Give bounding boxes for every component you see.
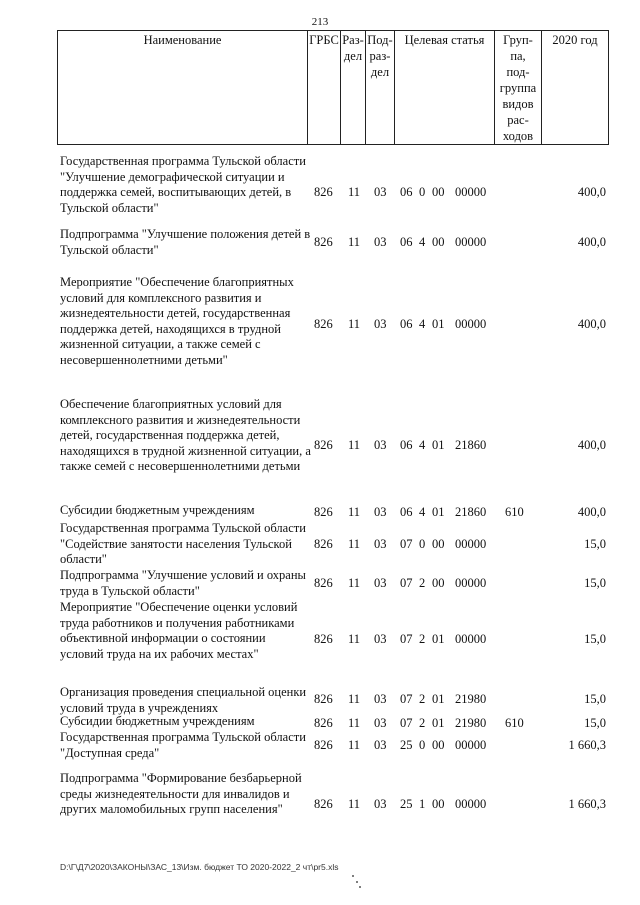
cell-amount: 1 660,3 (568, 797, 606, 811)
row-name: Мероприятие "Обеспечение оценки условий труда работников и получения работниками объективной информации о состоянии условий труда на их рабочих местах" (60, 600, 298, 661)
cell-subprogram: 2 (419, 632, 426, 646)
cell-amount: 15,0 (584, 692, 606, 706)
cell-podrazdel: 03 (374, 438, 387, 452)
cell-podrazdel: 03 (374, 185, 387, 199)
cell-subprogram: 2 (419, 576, 426, 590)
scan-speck (359, 886, 361, 888)
header-grbs: ГРБС (308, 31, 341, 145)
cell-grbs: 826 (314, 692, 333, 706)
cell-subprogram: 2 (419, 716, 426, 730)
header-name: Наименование (58, 31, 308, 145)
cell-direction: 21860 (455, 438, 487, 452)
cell-amount: 400,0 (577, 235, 606, 249)
cell-subprogram: 0 (419, 185, 426, 199)
header-razdel: Раз- дел (341, 31, 366, 145)
cell-program: 07 (400, 692, 413, 706)
row-name: Подпрограмма "Улучшение положения детей в Тульской области" (60, 227, 311, 257)
cell-direction: 00000 (455, 797, 487, 811)
cell-direction: 00000 (455, 632, 487, 646)
cell-grbs: 826 (314, 185, 333, 199)
cell-event: 01 (432, 505, 445, 519)
cell-event: 00 (432, 235, 445, 249)
cell-event: 01 (432, 438, 445, 452)
cell-event: 00 (432, 185, 445, 199)
cell-direction: 00000 (455, 235, 487, 249)
cell-podrazdel: 03 (374, 505, 387, 519)
cell-direction: 00000 (455, 738, 487, 752)
cell-program: 07 (400, 716, 413, 730)
cell-podrazdel: 03 (374, 235, 387, 249)
cell-podrazdel: 03 (374, 797, 387, 811)
row-name: Обеспечение благоприятных условий для комплексного развития и жизнедеятельности детей, государственная поддержка детей, находящихся в трудной жизненной ситуации, а также семей с несовершеннолетними детьми (60, 397, 311, 473)
cell-grbs: 826 (314, 537, 333, 551)
cell-amount: 400,0 (577, 317, 606, 331)
cell-event: 00 (432, 576, 445, 590)
cell-grbs: 826 (314, 438, 333, 452)
cell-razdel: 11 (348, 505, 361, 519)
row-name: Государственная программа Тульской области "Содействие занятости населения Тульской области" (60, 521, 306, 566)
cell-grbs: 826 (314, 576, 333, 590)
cell-event: 00 (432, 738, 445, 752)
cell-razdel: 11 (348, 185, 361, 199)
cell-event: 00 (432, 797, 445, 811)
cell-amount: 400,0 (577, 505, 606, 519)
cell-razdel: 11 (348, 797, 361, 811)
cell-program: 06 (400, 185, 413, 199)
cell-event: 01 (432, 692, 445, 706)
cell-razdel: 11 (348, 716, 361, 730)
cell-podrazdel: 03 (374, 716, 387, 730)
cell-program: 06 (400, 317, 413, 331)
cell-direction: 21860 (455, 505, 487, 519)
row-name: Подпрограмма "Улучшение условий и охраны труда в Тульской области" (60, 568, 306, 598)
cell-program: 07 (400, 537, 413, 551)
header-target-article: Целевая статья (395, 31, 495, 145)
cell-group: 610 (505, 505, 524, 519)
cell-subprogram: 0 (419, 738, 426, 752)
row-name: Субсидии бюджетным учреждениям (60, 503, 255, 517)
cell-amount: 400,0 (577, 438, 606, 452)
cell-direction: 00000 (455, 317, 487, 331)
cell-razdel: 11 (348, 317, 361, 331)
cell-amount: 15,0 (584, 576, 606, 590)
cell-program: 07 (400, 576, 413, 590)
cell-program: 06 (400, 505, 413, 519)
table-header (57, 30, 609, 145)
header-podrazdel: Под- раз- дел (366, 31, 395, 145)
cell-podrazdel: 03 (374, 738, 387, 752)
cell-amount: 400,0 (577, 185, 606, 199)
cell-direction: 00000 (455, 185, 487, 199)
row-name: Субсидии бюджетным учреждениям (60, 714, 255, 728)
cell-podrazdel: 03 (374, 692, 387, 706)
cell-subprogram: 0 (419, 537, 426, 551)
cell-direction: 21980 (455, 692, 487, 706)
cell-subprogram: 4 (419, 235, 426, 249)
page-number: 213 (311, 16, 329, 28)
cell-grbs: 826 (314, 317, 333, 331)
cell-program: 25 (400, 738, 413, 752)
cell-podrazdel: 03 (374, 632, 387, 646)
cell-grbs: 826 (314, 235, 333, 249)
cell-grbs: 826 (314, 738, 333, 752)
cell-razdel: 11 (348, 576, 361, 590)
cell-razdel: 11 (348, 692, 361, 706)
cell-program: 06 (400, 438, 413, 452)
cell-amount: 1 660,3 (568, 738, 606, 752)
cell-subprogram: 4 (419, 505, 426, 519)
cell-direction: 00000 (455, 537, 487, 551)
row-name: Государственная программа Тульской области "Улучшение демографической ситуации и поддержка семей, воспитывающих детей, в Тульской области" (60, 154, 306, 215)
cell-program: 07 (400, 632, 413, 646)
file-path-footer: D:\Г\Д7\2020\ЗАКОНЫ\ЗАС_13\Изм. бюджет ТО 2020-2022_2 чт\pr5.xls (60, 862, 339, 872)
cell-razdel: 11 (348, 438, 361, 452)
cell-subprogram: 2 (419, 692, 426, 706)
cell-razdel: 11 (348, 632, 361, 646)
cell-razdel: 11 (348, 235, 361, 249)
scan-speck (356, 881, 358, 883)
header-year-2020: 2020 год (542, 31, 609, 145)
header-expense-group: Груп- па, под- группа видов рас- ходов (495, 31, 542, 145)
cell-direction: 00000 (455, 576, 487, 590)
cell-podrazdel: 03 (374, 317, 387, 331)
cell-subprogram: 4 (419, 438, 426, 452)
cell-podrazdel: 03 (374, 576, 387, 590)
row-name: Государственная программа Тульской области "Доступная среда" (60, 730, 306, 760)
cell-razdel: 11 (348, 738, 361, 752)
cell-grbs: 826 (314, 797, 333, 811)
scan-speck (352, 875, 354, 877)
cell-amount: 15,0 (584, 632, 606, 646)
cell-event: 01 (432, 317, 445, 331)
cell-amount: 15,0 (584, 537, 606, 551)
cell-event: 01 (432, 716, 445, 730)
cell-subprogram: 1 (419, 797, 426, 811)
cell-amount: 15,0 (584, 716, 606, 730)
cell-direction: 21980 (455, 716, 487, 730)
cell-group: 610 (505, 716, 524, 730)
cell-program: 25 (400, 797, 413, 811)
row-name: Мероприятие "Обеспечение благоприятных условий для комплексного развития и жизнедеятельности детей, государственная поддержка детей, находящихся в трудной жизненной ситуации, а также семей с несовершеннолетними детьми" (60, 275, 294, 367)
cell-grbs: 826 (314, 632, 333, 646)
cell-event: 00 (432, 537, 445, 551)
cell-grbs: 826 (314, 716, 333, 730)
cell-event: 01 (432, 632, 445, 646)
row-name: Подпрограмма "Формирование безбарьерной среды жизнедеятельности для инвалидов и других маломобильных групп населения" (60, 771, 302, 816)
cell-razdel: 11 (348, 537, 361, 551)
cell-grbs: 826 (314, 505, 333, 519)
row-name: Организация проведения специальной оценки условий труда в учреждениях (60, 685, 307, 715)
cell-podrazdel: 03 (374, 537, 387, 551)
cell-subprogram: 4 (419, 317, 426, 331)
cell-program: 06 (400, 235, 413, 249)
